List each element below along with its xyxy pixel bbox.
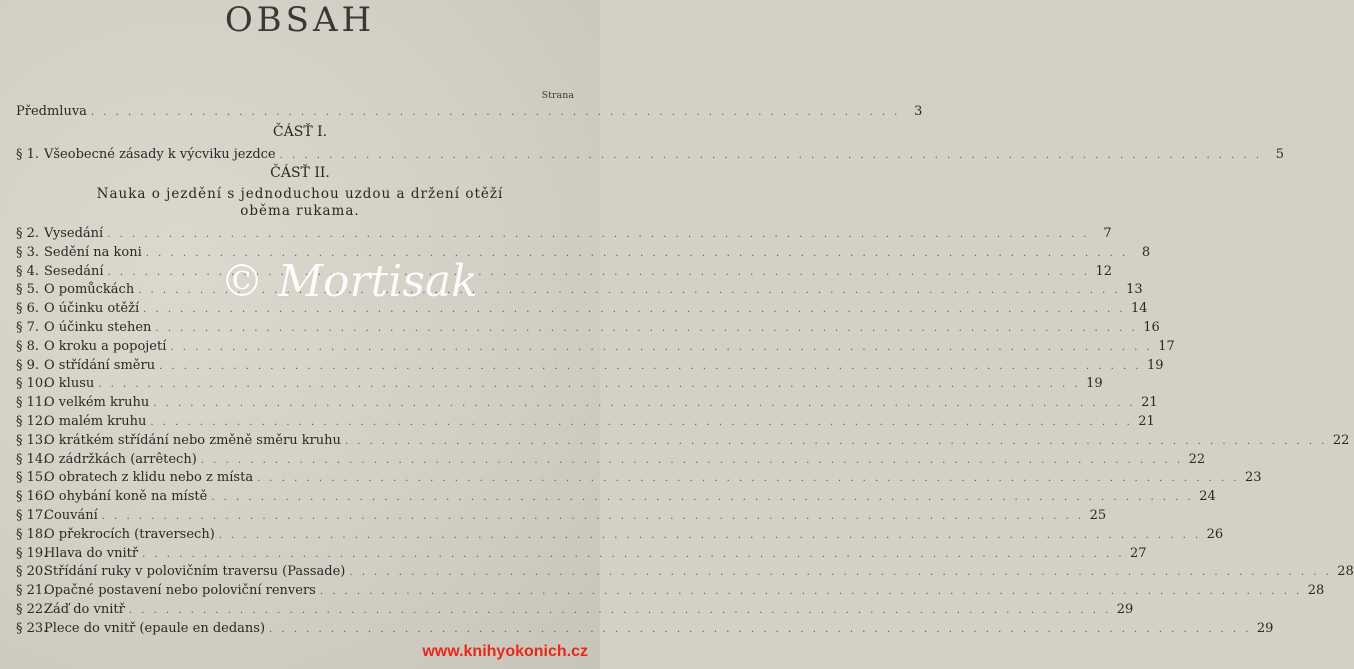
- toc-entry: [16, 320, 1160, 337]
- toc-page-number: 3: [914, 104, 923, 119]
- toc-page-number: 14: [1130, 301, 1148, 317]
- leader-dots: . . . . . . . . . . . . . . . . . . . . . . . . . . . . . . . . . . . . . . . . . . . . . . . . . . . . . . . . . . . . . . . . . . . . . . . . . . . . . . . .: [128, 605, 1112, 616]
- leader-dots: . . . . . . . . . . . . . . . . . . . . . . . . . . . . . . . . . . . . . . . . . . . . . . . . . . . . . . . . . . . . . . . . . . . . . . . . . . . . . . . .: [142, 548, 1125, 560]
- section-number: § 23.: [16, 620, 48, 636]
- leader-dots: . . . . . . . . . . . . . . . . . . . . . . . . . . . . . . . . . . . . . . . . . . . . . . . . . . . . . . . . . . . . . . . . . . . . . . . . . . . . . . . .: [211, 492, 1194, 504]
- leader-dots: . . . . . . . . . . . . . . . . . . . . . . . . . . . . . . . . . . . . . . . . . . . . . . . . . . . . . . . . . . . . . . . . . . . . . . . . . . . . . . . .: [107, 229, 1090, 240]
- leader-dots: . . . . . . . . . . . . . . . . . . . . . . . . . . . . . . . . . . . . . . . . . . . . . . . . . . . . . . . . . . . . . . . . . . . . . . . . . . . . . . . .: [145, 247, 1129, 259]
- toc-page-number: 16: [1143, 320, 1160, 335]
- toc-page-number: 12: [1095, 263, 1112, 279]
- section-number: § 5.: [16, 282, 40, 298]
- section-number: § 14.: [16, 451, 48, 467]
- toc-label: O účinku stehen: [44, 320, 152, 335]
- toc-entry: [16, 620, 1274, 638]
- section-number: § 11.: [16, 395, 48, 411]
- toc-page-number: 7: [1103, 226, 1112, 241]
- toc-page-number: 21: [1138, 414, 1155, 429]
- toc-entry: [16, 357, 1164, 375]
- leader-dots: . . . . . . . . . . . . . . . . . . . . . . . . . . . . . . . . . . . . . . . . . . . . . . . . . . . . . . . . . . . . . . . . . . . . . . . . . . . . . . . .: [319, 586, 1303, 598]
- toc-label: Všeobecné zásady k výcviku jezdce: [44, 147, 276, 162]
- page-column-label: Strana: [541, 90, 574, 101]
- leader-dots: . . . . . . . . . . . . . . . . . . . . . . . . . . . . . . . . . . . . . . . . . . . . . . . . . . . . . . . . . . . . . . . . . .: [90, 107, 901, 118]
- toc-page-number: 22: [1188, 451, 1206, 467]
- leader-dots: . . . . . . . . . . . . . . . . . . . . . . . . . . . . . . . . . . . . . . . . . . . . . . . . . . . . . . . . . . . . . . . . . . . . . . . . . . . . . . . .: [279, 150, 1263, 161]
- toc-label: O velkém kruhu: [44, 395, 150, 411]
- section-number: § 3.: [16, 244, 40, 260]
- leader-dots: . . . . . . . . . . . . . . . . . . . . . . . . . . . . . . . . . . . . . . . . . . . . . . . . . . . . . . . . . . . . . . . . . . . . . . . . . . . . . . . .: [143, 304, 1126, 316]
- toc-label: O překrocích (traversech): [44, 526, 215, 542]
- toc-page-number: 25: [1089, 508, 1107, 523]
- website-url: www.knihyokonich.cz: [422, 643, 588, 660]
- toc-entry: [16, 338, 1175, 356]
- section-number: § 20.: [16, 564, 48, 580]
- leader-dots: . . . . . . . . . . . . . . . . . . . . . . . . . . . . . . . . . . . . . . . . . . . . . . . . . . . . . . . . . . . . . . . . . . . . . . . . . . . . . . . .: [107, 266, 1090, 278]
- toc-entry: [16, 226, 1112, 243]
- toc-entry: [16, 395, 1158, 412]
- section-number: § 6.: [16, 301, 40, 317]
- toc-entry: [16, 432, 1350, 450]
- toc-entry: [16, 414, 1155, 431]
- leader-dots: . . . . . . . . . . . . . . . . . . . . . . . . . . . . . . . . . . . . . . . . . . . . . . . . . . . . . . . . . . . . . . . . . . . . . . . . . . . . . . . .: [218, 529, 1202, 541]
- toc-entry: [16, 451, 1206, 469]
- section-number: § 21.: [16, 583, 48, 599]
- leader-dots: . . . . . . . . . . . . . . . . . . . . . . . . . . . . . . . . . . . . . . . . . . . . . . . . . . . . . . . . . . . . . . . . . . . . . . . . . . . . . . . .: [269, 623, 1252, 635]
- page-title: OBSAH: [224, 0, 376, 40]
- toc-label: Opačné postavení nebo poloviční renvers: [44, 583, 316, 599]
- toc-label: Couvání: [44, 508, 98, 523]
- section-number: § 13.: [16, 432, 48, 448]
- leader-dots: . . . . . . . . . . . . . . . . . . . . . . . . . . . . . . . . . . . . . . . . . . . . . . . . . . . . . . . . . . . . . . . . . . . . . . . . . . . . . . . .: [344, 435, 1328, 447]
- toc-label: O účinku otěží: [44, 301, 140, 317]
- section-number: § 22.: [16, 602, 48, 617]
- toc-label: O pomůckách: [44, 282, 135, 298]
- toc-label: O ohybání koně na místě: [44, 489, 208, 505]
- toc-label: O zádržkách (arrêtech): [44, 451, 197, 467]
- section-number: § 19.: [16, 545, 48, 561]
- section-number: § 12.: [16, 414, 48, 429]
- leader-dots: . . . . . . . . . . . . . . . . . . . . . . . . . . . . . . . . . . . . . . . . . . . . . . . . . . . . . . . . . . . . . . . . . . . . . . . . . . . . . . . .: [101, 511, 1085, 522]
- toc-label: Sedění na koni: [44, 244, 142, 260]
- section-number: § 7.: [16, 320, 40, 335]
- toc-entry: [16, 583, 1325, 600]
- toc-page-number: 23: [1244, 470, 1262, 486]
- section-number: § 9.: [16, 357, 40, 373]
- toc-page-number: 28: [1337, 564, 1354, 580]
- toc-page-number: 8: [1141, 244, 1151, 260]
- toc-label: Střídání ruky v polovičním traversu (Passade): [44, 564, 346, 580]
- toc-label: O klusu: [44, 376, 95, 392]
- part-heading: ČÁSŤ I.: [272, 124, 328, 140]
- toc-page-number: 13: [1126, 282, 1143, 298]
- leader-dots: . . . . . . . . . . . . . . . . . . . . . . . . . . . . . . . . . . . . . . . . . . . . . . . . . . . . . . . . . . . . . . . . . . . . . . . . . . . . . . . .: [150, 417, 1133, 428]
- toc-label: Sesedání: [44, 263, 104, 279]
- leader-dots: . . . . . . . . . . . . . . . . . . . . . . . . . . . . . . . . . . . . . . . . . . . . . . . . . . . . . . . . . . . . . . . . . . . . . . . . . . . . . . . .: [155, 323, 1138, 334]
- toc-label: Předmluva: [16, 104, 87, 119]
- section-number: § 16.: [16, 489, 48, 505]
- toc-entry: [16, 545, 1147, 563]
- toc-label: Vysedání: [44, 226, 104, 241]
- toc-entry: [16, 489, 1216, 506]
- section-number: § 15.: [16, 470, 48, 486]
- toc-entry: [16, 376, 1103, 393]
- section-number: § 4.: [16, 263, 40, 279]
- leader-dots: . . . . . . . . . . . . . . . . . . . . . . . . . . . . . . . . . . . . . . . . . . . . . . . . . . . . . . . . . . . . . . . . . . . . . . . . . . . . . . . .: [200, 454, 1184, 466]
- toc-page-number: 28: [1307, 583, 1325, 599]
- toc-page-number: 17: [1158, 338, 1175, 354]
- toc-entry: [16, 602, 1134, 619]
- toc-page-number: 29: [1256, 620, 1274, 636]
- section-number: § 2.: [16, 226, 40, 241]
- part-subtitle: Nauka o jezdění s jednoduchou uzdou a držení otěží: [96, 186, 504, 202]
- leader-dots: . . . . . . . . . . . . . . . . . . . . . . . . . . . . . . . . . . . . . . . . . . . . . . . . . . . . . . . . . . . . . . . . . . . . . . . . . . . . . . . .: [159, 360, 1142, 372]
- toc-entry-preface: [16, 104, 923, 121]
- toc-label: Hlava do vnitř: [44, 545, 139, 561]
- leader-dots: . . . . . . . . . . . . . . . . . . . . . . . . . . . . . . . . . . . . . . . . . . . . . . . . . . . . . . . . . . . . . . . . . . . . . . . . . . . . . . . .: [98, 379, 1081, 391]
- toc-label: O krátkém střídání nebo změně směru kruhu: [44, 432, 341, 448]
- leader-dots: . . . . . . . . . . . . . . . . . . . . . . . . . . . . . . . . . . . . . . . . . . . . . . . . . . . . . . . . . . . . . . . . . . . . . . . . . . . . . . . .: [153, 398, 1136, 410]
- toc-label: O obratech z klidu nebo z místa: [44, 470, 254, 486]
- toc-page-number: 27: [1129, 545, 1147, 561]
- leader-dots: . . . . . . . . . . . . . . . . . . . . . . . . . . . . . . . . . . . . . . . . . . . . . . . . . . . . . . . . . . . . . . . . . . . . . . . . . . . . . . . .: [257, 473, 1240, 485]
- part-subtitle: oběma rukama.: [240, 203, 360, 219]
- toc-label: Plece do vnitř (epaule en dedans): [44, 620, 266, 636]
- leader-dots: . . . . . . . . . . . . . . . . . . . . . . . . . . . . . . . . . . . . . . . . . . . . . . . . . . . . . . . . . . . . . . . . . . . . . . . . . . . . . . . .: [170, 341, 1153, 353]
- section-number: § 17.: [16, 508, 48, 523]
- leader-dots: . . . . . . . . . . . . . . . . . . . . . . . . . . . . . . . . . . . . . . . . . . . . . . . . . . . . . . . . . . . . . . . . . . . . . . . . . . . . . . . .: [349, 567, 1332, 579]
- leader-dots: . . . . . . . . . . . . . . . . . . . . . . . . . . . . . . . . . . . . . . . . . . . . . . . . . . . . . . . . . . . . . . . . . . . . . . . . . . . . . . . .: [138, 285, 1121, 297]
- toc-page-number: 24: [1199, 489, 1216, 505]
- toc-page-number: 19: [1146, 357, 1164, 373]
- section-number: § 1.: [16, 147, 40, 162]
- toc-page-number: 21: [1141, 395, 1158, 411]
- toc-page-number: 19: [1086, 376, 1103, 392]
- toc-entry: [16, 564, 1354, 581]
- toc-page-number: 26: [1206, 526, 1224, 542]
- section-number: § 18.: [16, 526, 48, 542]
- part-heading: ČÁSŤ II.: [270, 165, 330, 181]
- toc-entry: [16, 526, 1224, 544]
- toc-page-number: 22: [1332, 432, 1350, 448]
- toc-label: O malém kruhu: [44, 414, 147, 429]
- toc-label: Záď do vnitř: [44, 602, 125, 617]
- copyright-watermark: © Mortisak: [220, 256, 478, 307]
- section-number: § 8.: [16, 338, 40, 354]
- toc-page-number: 29: [1116, 602, 1134, 617]
- toc-entry: [16, 470, 1262, 487]
- toc-entry: [16, 508, 1107, 525]
- toc-page-number: 5: [1275, 147, 1285, 162]
- toc-label: O kroku a popojetí: [44, 338, 167, 354]
- toc-entry: [16, 147, 1285, 164]
- toc-label: O střídání směru: [44, 357, 156, 373]
- section-number: § 10.: [16, 376, 48, 392]
